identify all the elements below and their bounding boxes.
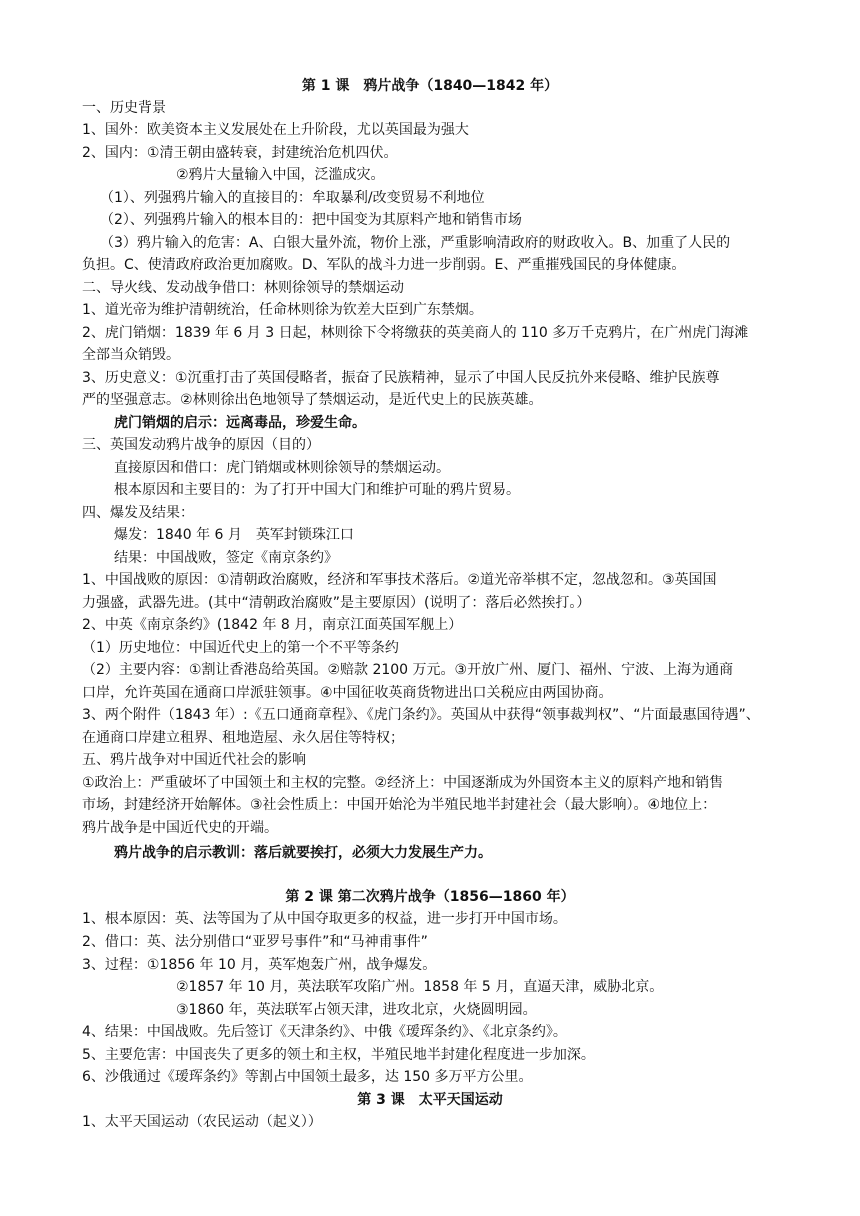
lesson-1-title: 第 1 课 鸦片战争（1840—1842 年） bbox=[301, 78, 559, 94]
text-line: 3、两个附件（1843 年）:《五口通商章程》、《虎门条约》。英国从中获得“领事裁判权”、“片面最惠国待遇”、 bbox=[82, 707, 760, 723]
key-takeaway: 虎门销烟的启示：远离毒品，珍爱生命。 bbox=[114, 415, 366, 431]
text-line: ②1857 年 10 月，英法联军攻陷广州。1858 年 5 月，直逼天津，威胁北京。 bbox=[176, 979, 664, 995]
lesson-3-title: 第 3 课 太平天国运动 bbox=[357, 1092, 503, 1108]
text-line: 力强盛，武器先进。(其中“清朝政治腐败”是主要原因）(说明了：落后必然挨打。） bbox=[82, 595, 591, 611]
text-line: 严的坚强意志。②林则徐出色地领导了禁烟运动，是近代史上的民族英雄。 bbox=[82, 392, 543, 408]
text-line: 负担。C、使清政府政治更加腐败。D、军队的战斗力进一步削弱。E、严重摧残国民的身体健康。 bbox=[82, 257, 686, 273]
text-line: 5、主要危害：中国丧失了更多的领土和主权，半殖民地半封建化程度进一步加深。 bbox=[82, 1047, 595, 1063]
section-heading: 二、导火线、发动战争借口：林则徐领导的禁烟运动 bbox=[82, 280, 404, 296]
text-line: 3、过程：①1856 年 10 月，英军炮轰广州，战争爆发。 bbox=[82, 957, 437, 973]
text-line: 根本原因和主要目的：为了打开中国大门和维护可耻的鸦片贸易。 bbox=[114, 482, 520, 498]
text-line: （1）、列强鸦片输入的直接目的：牟取暴利/改变贸易不利地位 bbox=[100, 190, 485, 206]
text-line: 2、中英《南京条约》(1842 年 8 月，南京江面英国军舰上） bbox=[82, 617, 463, 633]
lesson-2-title: 第 2 课 第二次鸦片战争（1856—1860 年） bbox=[285, 889, 575, 905]
text-line: 1、太平天国运动（农民运动（起义）） bbox=[82, 1114, 322, 1130]
text-line: 1、中国战败的原因：①清朝政治腐败，经济和军事技术落后。②道光帝举棋不定，忽战忽和。③英国国 bbox=[82, 572, 717, 588]
text-line: 2、借口：英、法分别借口“亚罗号事件”和“马神甫事件” bbox=[82, 934, 428, 950]
section-heading: 五、鸦片战争对中国近代社会的影响 bbox=[82, 752, 306, 768]
text-line: 3、历史意义：①沉重打击了英国侵略者，振奋了民族精神，显示了中国人民反抗外来侵略、维护民族尊 bbox=[82, 370, 720, 386]
section-heading: 四、爆发及结果： bbox=[82, 505, 194, 521]
text-line: 结果：中国战败，签定《南京条约》 bbox=[114, 550, 338, 566]
text-line: 4、结果：中国战败。先后签订《天津条约》、中俄《瑷珲条约》、《北京条约》。 bbox=[82, 1024, 567, 1040]
text-line: ③1860 年，英法联军占领天津，进攻北京，火烧圆明园。 bbox=[176, 1002, 537, 1018]
text-line: 口岸，允许英国在通商口岸派驻领事。④中国征收英商货物进出口关税应由两国协商。 bbox=[82, 685, 613, 701]
key-takeaway: 鸦片战争的启示教训：落后就要挨打，必须大力发展生产力。 bbox=[114, 845, 492, 861]
text-line: （3）鸦片输入的危害：A、白银大量外流，物价上涨，严重影响清政府的财政收入。B、加重了人民的 bbox=[100, 235, 731, 251]
text-line: 6、沙俄通过《瑷珲条约》等割占中国领土最多，达 150 多万平方公里。 bbox=[82, 1069, 533, 1085]
text-line: 2、国内：①清王朝由盛转衰，封建统治危机四伏。 bbox=[82, 145, 398, 161]
text-line: 鸦片战争是中国近代史的开端。 bbox=[82, 820, 278, 836]
text-line: 1、道光帝为维护清朝统治，任命林则徐为钦差大臣到广东禁烟。 bbox=[82, 302, 483, 318]
text-line: 1、国外：欧美资本主义发展处在上升阶段，尤以英国最为强大 bbox=[82, 122, 469, 138]
text-line: 1、根本原因：英、法等国为了从中国夺取更多的权益，进一步打开中国市场。 bbox=[82, 911, 567, 927]
text-line: 全部当众销毁。 bbox=[82, 347, 180, 363]
section-heading: 三、英国发动鸦片战争的原因（目的） bbox=[82, 437, 320, 453]
text-line: （2）主要内容：①割让香港岛给英国。②赔款 2100 万元。③开放广州、厦门、福州、宁波、上海为通商 bbox=[82, 662, 734, 678]
text-line: ②鸦片大量输入中国，泛滥成灾。 bbox=[176, 167, 385, 183]
text-line: ①政治上：严重破坏了中国领土和主权的完整。②经济上：中国逐渐成为外国资本主义的原料产地和销售 bbox=[82, 775, 724, 791]
text-line: 爆发：1840 年 6 月 英军封锁珠江口 bbox=[114, 527, 354, 543]
text-line: （1）历史地位：中国近代史上的第一个不平等条约 bbox=[82, 640, 399, 656]
section-heading: 一、历史背景 bbox=[82, 100, 166, 116]
text-line: （2）、列强鸦片输入的根本目的：把中国变为其原料产地和销售市场 bbox=[100, 212, 522, 228]
text-line: 在通商口岸建立租界、租地造屋、永久居住等特权； bbox=[82, 730, 404, 746]
text-line: 市场，封建经济开始解体。③社会性质上：中国开始沦为半殖民地半封建社会（最大影响）。④地位上： bbox=[82, 797, 717, 813]
text-line: 2、虎门销烟：1839 年 6 月 3 日起，林则徐下令将缴获的英美商人的 110 多万千克鸦片，在广州虎门海滩 bbox=[82, 325, 749, 341]
text-line: 直接原因和借口：虎门销烟或林则徐领导的禁烟运动。 bbox=[114, 460, 450, 476]
